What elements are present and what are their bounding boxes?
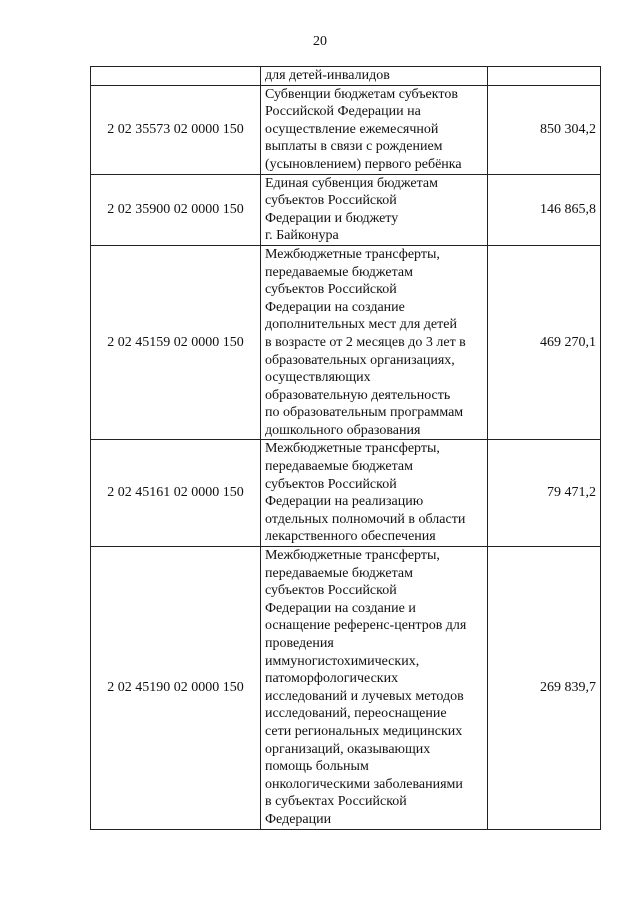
page-number: 20 — [313, 34, 327, 49]
budget-code-cell: 2 02 45159 02 0000 150 — [91, 245, 261, 440]
description-line: иммуногистохимических, — [265, 653, 420, 669]
description-line: дошкольного образования — [265, 422, 421, 438]
description-line: организаций, оказывающих — [265, 741, 431, 757]
table-row — [91, 440, 601, 547]
description-line: для детей-инвалидов — [265, 68, 390, 83]
table-row — [91, 174, 601, 245]
description-line: Федерации на создание и — [265, 600, 416, 616]
description-line: исследований и лучевых методов — [265, 688, 464, 704]
budget-code-cell: 2 02 45190 02 0000 150 — [91, 547, 261, 830]
description-cell — [261, 174, 488, 245]
description-line: Субвенции бюджетам субъектов — [265, 86, 458, 102]
description-line: в субъектах Российской — [265, 794, 407, 810]
description-line: оснащение референс-центров для — [265, 618, 467, 634]
table-row — [91, 67, 601, 86]
description-line: г. Байконура — [265, 228, 339, 244]
budget-code-cell: 2 02 35573 02 0000 150 — [91, 85, 261, 174]
description-line: проведения — [265, 636, 334, 651]
description-cell — [261, 85, 488, 174]
amount-cell: 469 270,1 — [488, 245, 601, 440]
description-line: Единая субвенция бюджетам — [265, 175, 438, 191]
description-line: Российской Федерации на — [265, 104, 421, 120]
description-cell — [261, 547, 488, 830]
description-line: осуществление ежемесячной — [265, 121, 439, 137]
description-line: сети региональных медицинских — [265, 723, 463, 739]
description-cell — [261, 440, 488, 547]
description-line: образовательных организациях, — [265, 352, 455, 368]
description-line: (усыновлением) первого ребёнка — [265, 156, 462, 172]
description-line: передаваемые бюджетам — [265, 264, 413, 280]
description-cell — [261, 245, 488, 440]
description-line: дополнительных мест для детей — [265, 317, 457, 333]
table-row — [91, 547, 601, 830]
description-line: образовательную деятельность — [265, 387, 451, 403]
description-line: Федерации на создание — [265, 299, 405, 315]
description-line: передаваемые бюджетам — [265, 459, 413, 475]
description-line: выплаты в связи с рождением — [265, 139, 443, 155]
amount-cell — [488, 67, 601, 86]
description-line: по образовательным программам — [265, 405, 464, 421]
description-line: Федерации — [265, 811, 332, 827]
description-line: Межбюджетные трансферты, — [265, 246, 440, 262]
description-line: Межбюджетные трансферты, — [265, 441, 440, 457]
description-line: Федерации и бюджету — [265, 210, 399, 226]
amount-cell: 850 304,2 — [488, 85, 601, 174]
description-line: отдельных полномочий в области — [265, 511, 466, 527]
description-line: субъектов Российской — [265, 476, 397, 492]
budget-code-cell: 2 02 45161 02 0000 150 — [91, 440, 261, 547]
amount-cell: 79 471,2 — [488, 440, 601, 547]
description-line: исследований, переоснащение — [265, 706, 447, 722]
description-line: осуществляющих — [265, 370, 371, 386]
description-line: субъектов Российской — [265, 193, 397, 209]
description-line: патоморфологических — [265, 671, 399, 687]
description-line: в возрасте от 2 месяцев до 3 лет в — [265, 334, 466, 350]
description-line: Межбюджетные трансферты, — [265, 548, 440, 564]
description-line: передаваемые бюджетам — [265, 565, 413, 581]
table-row — [91, 85, 601, 174]
table-body — [91, 67, 601, 830]
amount-cell: 269 839,7 — [488, 547, 601, 830]
budget-revenue-table — [90, 66, 601, 830]
amount-cell: 146 865,8 — [488, 174, 601, 245]
description-line: Федерации на реализацию — [265, 494, 424, 510]
description-line: субъектов Российской — [265, 583, 397, 599]
description-line: онкологическими заболеваниями — [265, 776, 463, 792]
table-row — [91, 245, 601, 440]
description-line: помощь больным — [265, 759, 369, 775]
budget-code-cell: 2 02 35900 02 0000 150 — [91, 174, 261, 245]
description-cell — [261, 67, 488, 86]
description-line: субъектов Российской — [265, 282, 397, 298]
budget-code-cell — [91, 67, 261, 86]
description-line: лекарственного обеспечения — [265, 529, 436, 545]
